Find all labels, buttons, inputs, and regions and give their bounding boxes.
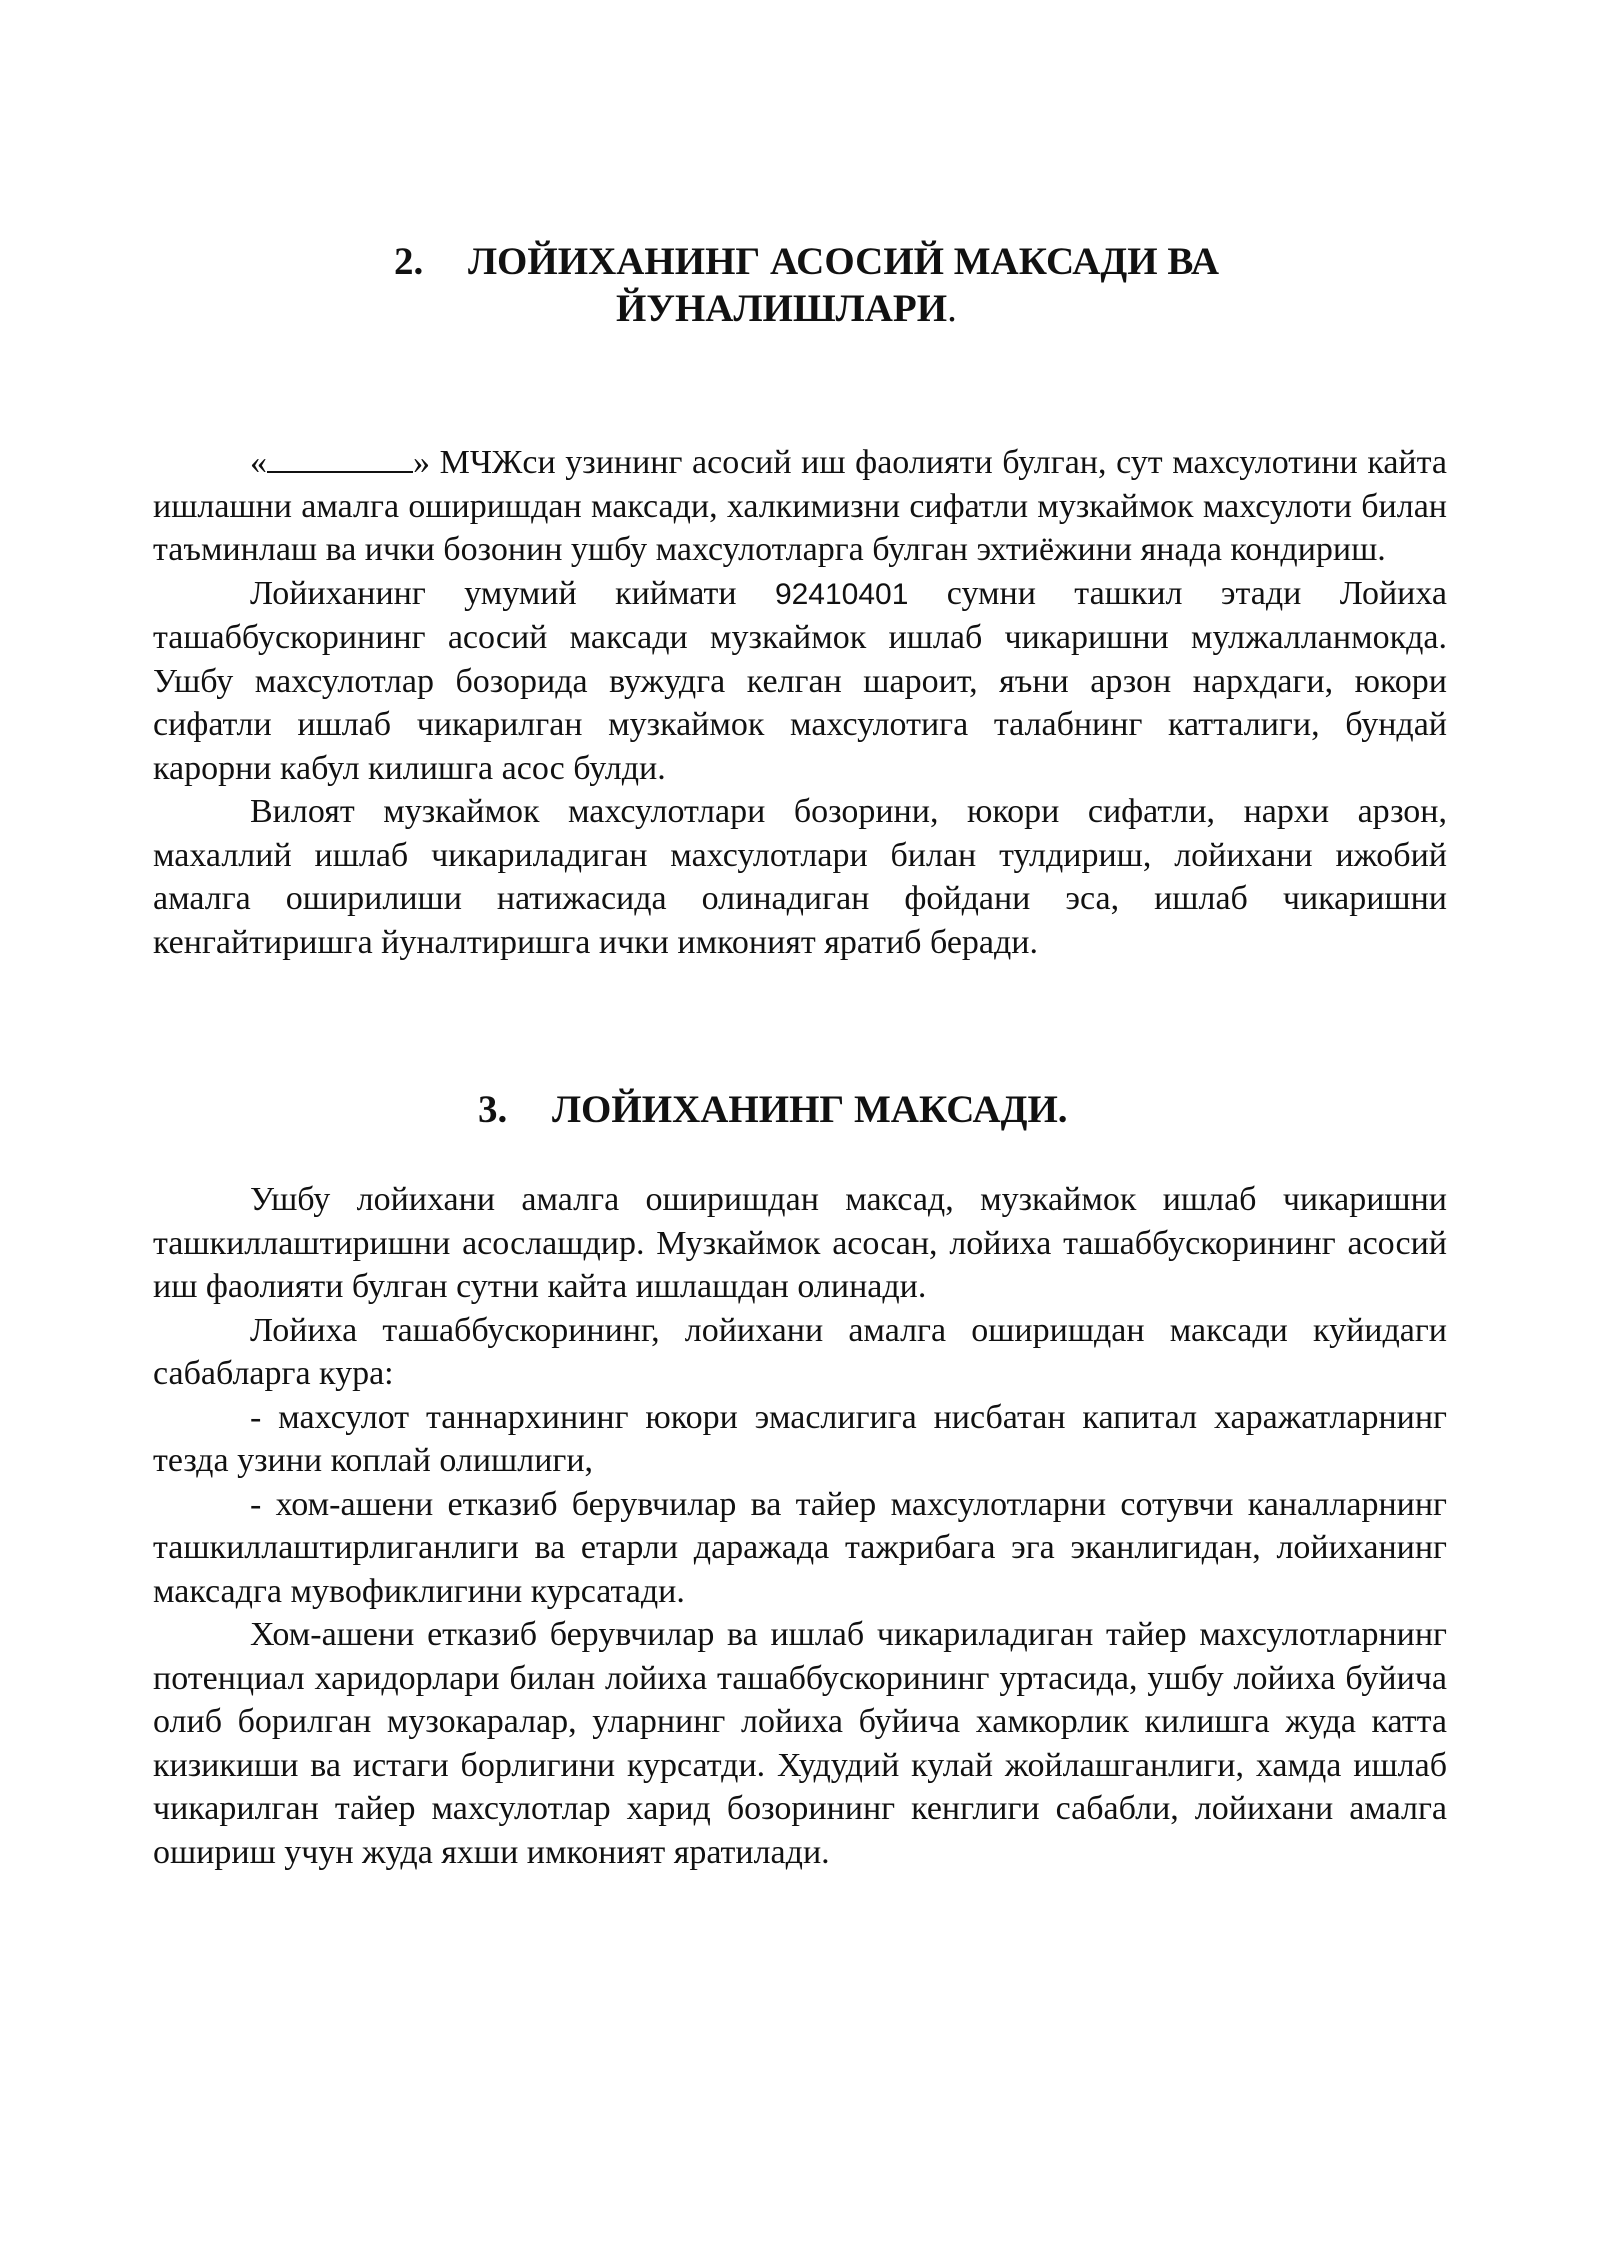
section-3-body [153,1178,1447,1874]
section-2-title-line1: ЛОЙИХАНИНГ АСОСИЙ МАКСАДИ ВА [468,240,1220,283]
close-quote: » [413,444,430,481]
section-3-paragraph-3: Хом-ашени етказиб берувчилар ва ишлаб чикариладиган тайер махсулотларнинг потенциал харидорлари билан лойиха ташаббускорининг уртасида, ушбу лойиха буйича олиб борилган музокаралар, уларнинг лойиха буйича хамкорлик килишга жуда катта кизикиши ва истаги борлигини курсатди. Худудий кулай жойлашганлиги, хамда ишлаб чикарилган тайер махсулотлар харид бозорининг кенглиги сабабли, лойихани амалга ошириш учун жуда яхши имконият яратилади. [153,1616,1447,1871]
section-2-paragraph-2 [153,572,1447,791]
section-2-title-line2: ЙУНАЛИШЛАРИ [616,287,948,330]
section-2-paragraph-1-text: МЧЖси узининг асосий иш фаолияти булган, сут махсулотини кайта ишлашни амалга оширишдан максади, халкимизни сифатли музкаймок махсулоти билан таъминлаш ва ички бозонин ушбу махсулотларга булган эхтиёжини янада кондириш. [153,444,1447,568]
section-3-paragraph-1: Ушбу лойихани амалга оширишдан максад, музкаймок ишлаб чикаришни ташкиллаштиришни асослашдир. Музкаймок асосан, лойиха ташаббускорининг асосий иш фаолияти булган сутни кайта ишлашдан олинади. [153,1181,1447,1305]
section-3-heading [478,1088,1068,1132]
section-2-body [153,441,1447,964]
section-3-title: ЛОЙИХАНИНГ МАКСАДИ. [552,1088,1068,1131]
section-3-number: 3. [478,1088,508,1131]
open-quote: « [250,444,267,481]
section-2-title-end: . [947,287,957,330]
section-2-paragraph-2-after: сумни ташкил этади Лойиха ташаббускорининг асосий максади музкаймок ишлаб чикаришни мулжалланмокда. Ушбу махсулотлар бозорида вужудга келган шароит, яъни арзон нархдаги, юкори сифатли ишлаб чикарилган музкаймок махсулотига талабнинг катталиги, бундай карорни кабул килишга асос булди. [153,574,1447,787]
section-2-paragraph-1 [153,441,1447,572]
company-name-blank [267,441,413,473]
section-2-number: 2. [394,240,424,283]
section-2-paragraph-2-before: Лойиханинг умумий киймати [250,574,775,612]
section-3-list-item-1: - махсулот таннархининг юкори эмаслигига нисбатан капитал харажатларнинг тезда узини коплай олишлиги, [153,1398,1447,1479]
section-2-paragraph-3: Вилоят музкаймок махсулотлари бозорини, юкори сифатли, нархи арзон, махаллий ишлаб чикариладиган махсулотлари билан тулдириш, лойихани ижобий амалга оширилиши натижасида олинадиган фойдани эса, ишлаб чикаришни кенгайтиришга йуналтиришга ички имконият яратиб беради. [153,793,1447,961]
section-3-paragraph-2: Лойиха ташаббускорининг, лойихани амалга оширишдан максади куйидаги сабабларга кура: [153,1311,1447,1392]
section-3-list-item-2: - хом-ашени етказиб берувчилар ва тайер махсулотларни сотувчи каналларнинг ташкиллаштирлиганлиги ва етарли даражада тажрибага эга эканлигидан, лойиханинг максадга мувофиклигини курсатади. [153,1485,1447,1610]
section-2-heading-line2 [616,287,957,331]
section-2-heading-line1 [394,240,1219,284]
project-cost-value: 92410401 [774,577,909,611]
